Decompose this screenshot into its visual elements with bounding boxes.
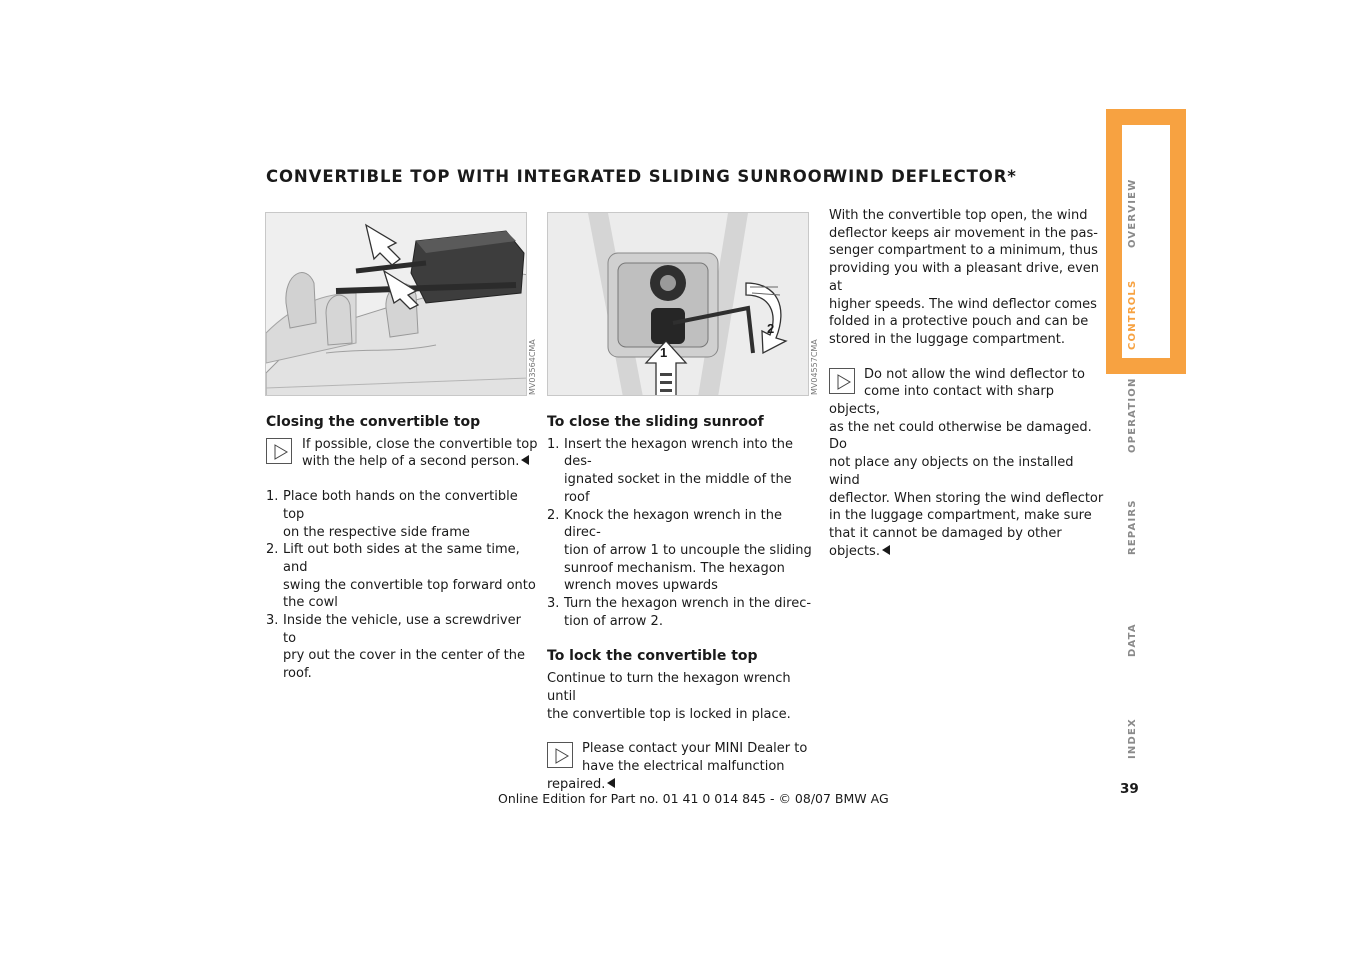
step-line: tion of arrow 1 to uncouple the sliding — [564, 542, 812, 558]
step-line: pry out the cover in the center of the — [283, 648, 525, 664]
list-item — [266, 488, 538, 541]
list-item — [266, 541, 538, 612]
sunroof-steps — [547, 436, 819, 631]
note-arrow-icon — [547, 742, 573, 768]
arrow1-label: 1 — [660, 345, 668, 360]
list-item — [266, 612, 538, 683]
figure2-code: MV04557CMA — [810, 339, 819, 395]
step-line: the cowl — [283, 595, 338, 611]
lock-note-line1: Please contact your MINI Dealer to — [582, 741, 808, 757]
closing-note-line1: If possible, close the convertible top — [302, 436, 538, 452]
sidebar-item-operation[interactable]: OPERATION — [1127, 377, 1138, 453]
sidebar-item-repairs[interactable]: REPAIRS — [1127, 499, 1138, 555]
figure-sunroof-wrench — [547, 212, 809, 396]
body-line: senger compartment to a minimum, thus — [829, 243, 1098, 259]
step-number: 3. — [547, 596, 560, 612]
step-line: Turn the hexagon wrench in the direc- — [564, 596, 812, 612]
lock-line: Continue to turn the hexagon wrench until — [547, 671, 791, 704]
wind-note-line: objects. — [829, 543, 880, 559]
section-title-convertible-top: CONVERTIBLE TOP WITH INTEGRATED SLIDING SUNROOF — [266, 167, 835, 186]
closing-column — [266, 414, 538, 683]
list-item — [547, 507, 819, 596]
wind-note-line: that it cannot be damaged by other — [829, 525, 1062, 541]
figure1-code: MV03564CMA — [528, 339, 537, 395]
body-line: stored in the luggage compartment. — [829, 331, 1065, 347]
lock-heading: To lock the convertible top — [547, 648, 758, 665]
sunroof-wrench-illustration — [548, 213, 809, 396]
arrow2-label: 2 — [767, 321, 775, 336]
figure-convertible-top — [265, 212, 527, 396]
convertible-top-illustration — [266, 213, 527, 396]
sunroof-heading: To close the sliding sunroof — [547, 414, 764, 430]
step-line: Insert the hexagon wrench into the des- — [564, 436, 793, 470]
step-line: on the respective side frame — [283, 524, 470, 540]
lock-note — [547, 740, 819, 793]
closing-note — [266, 436, 538, 471]
sidebar-item-index[interactable]: INDEX — [1127, 718, 1138, 759]
step-line: Lift out both sides at the same time, and — [283, 542, 520, 575]
step-line: swing the convertible top forward onto — [283, 577, 536, 593]
sidebar-item-data[interactable]: DATA — [1127, 623, 1138, 657]
section-title-wind-deflector: WIND DEFLECTOR* — [829, 167, 1017, 186]
footer-edition: Online Edition for Part no. 01 41 0 014 845 - © 08/07 BMW AG — [498, 791, 889, 806]
wind-note-line2: come into contact with sharp objects, — [829, 384, 1054, 418]
page-number: 39 — [1120, 781, 1139, 797]
wind-note-line1: Do not allow the wind deflector to — [864, 366, 1085, 382]
sunroof-column — [547, 414, 819, 793]
lock-note-line2: have the electrical malfunction — [582, 758, 785, 774]
lock-body — [547, 670, 819, 723]
body-line: higher speeds. The wind deflector comes — [829, 296, 1097, 312]
wind-note-line: deflector. When storing the wind deflector — [829, 490, 1104, 506]
body-line: With the convertible top open, the wind — [829, 208, 1088, 223]
step-number: 2. — [266, 542, 279, 558]
end-mark-icon — [521, 455, 529, 465]
step-number: 3. — [266, 613, 279, 629]
step-line: tion of arrow 2. — [564, 613, 663, 629]
list-item — [547, 436, 819, 507]
step-line: Inside the vehicle, use a screwdriver to — [283, 613, 521, 646]
wind-deflector-column — [829, 207, 1104, 560]
wind-note-line: not place any objects on the installed wind — [829, 455, 1074, 488]
note-arrow-icon — [829, 368, 855, 394]
step-line: wrench moves upwards — [564, 578, 718, 594]
step-line: roof. — [283, 666, 312, 682]
closing-heading: Closing the convertible top — [266, 414, 481, 430]
closing-note-line2: with the help of a second person. — [302, 454, 520, 470]
sidebar-item-controls[interactable]: CONTROLS — [1127, 279, 1138, 350]
lock-note-line3: repaired. — [547, 776, 606, 792]
step-line: Place both hands on the convertible top — [283, 489, 518, 522]
wind-deflector-body — [829, 207, 1104, 349]
step-number: 1. — [266, 489, 279, 505]
lock-line: the convertible top is locked in place. — [547, 706, 791, 722]
list-item — [547, 595, 819, 630]
body-line: providing you with a pleasant drive, even at — [829, 261, 1100, 294]
step-number: 1. — [547, 436, 560, 452]
sidebar-item-overview[interactable]: OVERVIEW — [1127, 178, 1138, 248]
closing-steps — [266, 488, 538, 683]
wind-deflector-note — [829, 366, 1104, 561]
step-line: sunroof mechanism. The hexagon — [564, 560, 785, 576]
end-mark-icon — [882, 545, 890, 555]
step-line: Knock the hexagon wrench in the direc- — [564, 507, 783, 541]
note-arrow-icon — [266, 438, 292, 464]
body-line: deflector keeps air movement in the pas- — [829, 225, 1098, 241]
step-number: 2. — [547, 507, 560, 523]
end-mark-icon — [607, 778, 615, 788]
wind-note-line: in the luggage compartment, make sure — [829, 508, 1092, 524]
body-line: folded in a protective pouch and can be — [829, 314, 1089, 330]
step-line: ignated socket in the middle of the roof — [564, 472, 792, 505]
wind-note-line: as the net could otherwise be damaged. Do — [829, 419, 1092, 453]
